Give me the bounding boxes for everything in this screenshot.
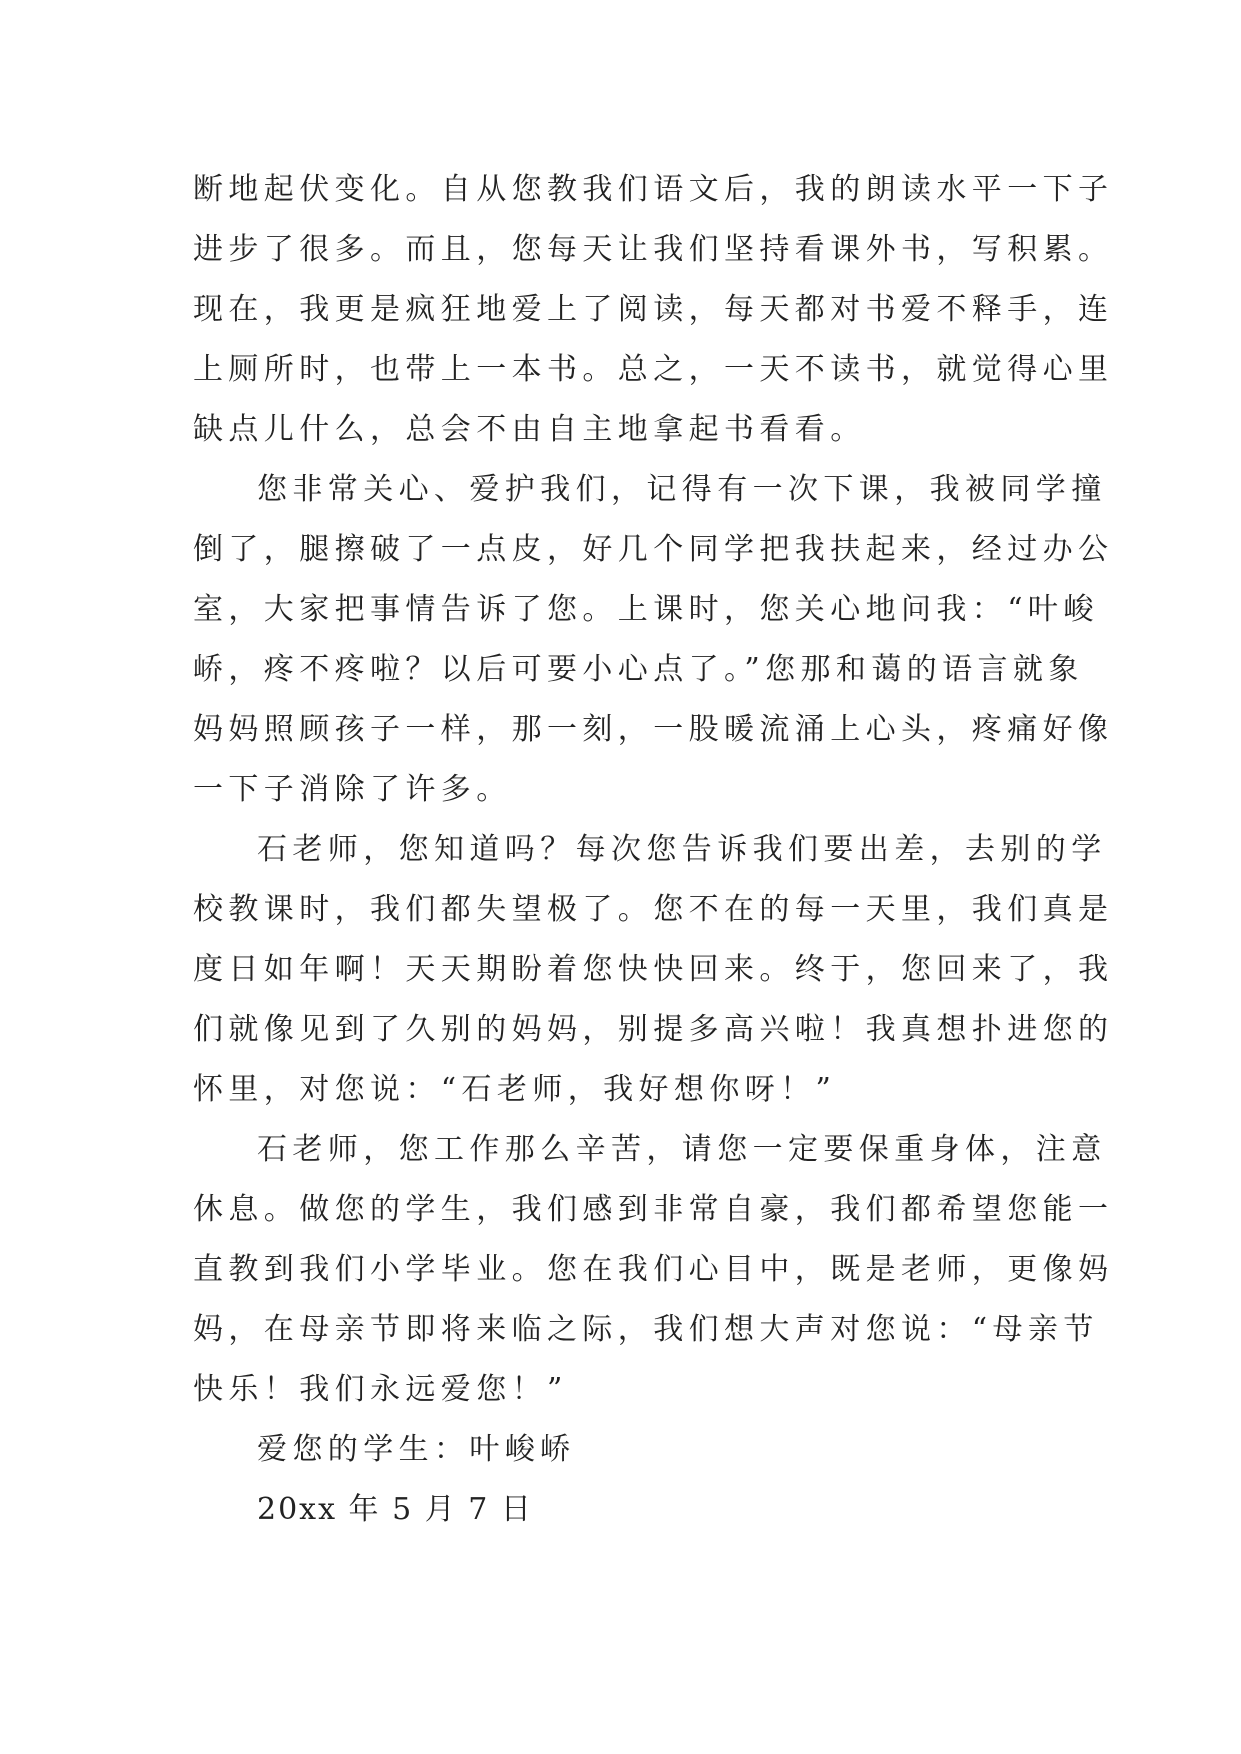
text-line: 们就像见到了久别的妈妈，别提多高兴啦！我真想扑进您的	[193, 1012, 1114, 1047]
text-line: 您非常关心、爱护我们，记得有一次下课，我被同学撞	[257, 472, 1107, 507]
text-line: 断地起伏变化。自从您教我们语文后，我的朗读水平一下子	[193, 172, 1114, 207]
text-line: 妈，在母亲节即将来临之际，我们想大声对您说：“母亲节	[193, 1312, 1099, 1347]
text-line: 石老师，您工作那么辛苦，请您一定要保重身体，注意	[257, 1132, 1107, 1167]
text-line: 妈妈照顾孩子一样，那一刻，一股暖流涌上心头，疼痛好像	[193, 712, 1114, 747]
text-line: 校教课时，我们都失望极了。您不在的每一天里，我们真是	[193, 892, 1114, 927]
text-line: 峤，疼不疼啦？以后可要小心点了。”您那和蔼的语言就象	[193, 652, 1084, 687]
text-line: 现在，我更是疯狂地爱上了阅读，每天都对书爱不释手，连	[193, 292, 1114, 327]
text-line: 休息。做您的学生，我们感到非常自豪，我们都希望您能一	[193, 1192, 1114, 1227]
date: 20xx 年 5 月 7 日	[257, 1492, 533, 1527]
text-line: 一下子消除了许多。	[193, 772, 512, 807]
text-line: 直教到我们小学毕业。您在我们心目中，既是老师，更像妈	[193, 1252, 1114, 1287]
paragraph	[193, 820, 1114, 1120]
text-line: 怀里，对您说：“石老师，我好想你呀！”	[193, 1072, 837, 1107]
letter-body	[193, 160, 1114, 1540]
paragraph	[193, 1120, 1114, 1420]
text-line: 倒了，腿擦破了一点皮，好几个同学把我扶起来，经过办公	[193, 532, 1114, 567]
text-line: 石老师，您知道吗？每次您告诉我们要出差，去别的学	[257, 832, 1107, 867]
paragraph	[193, 460, 1114, 820]
text-line: 快乐！我们永远爱您！”	[193, 1372, 568, 1407]
text-line: 度日如年啊！天天期盼着您快快回来。终于，您回来了，我	[193, 952, 1114, 987]
text-line: 进步了很多。而且，您每天让我们坚持看课外书，写积累。	[193, 232, 1114, 267]
text-line: 上厕所时，也带上一本书。总之，一天不读书，就觉得心里	[193, 352, 1114, 387]
paragraph	[193, 160, 1114, 460]
text-line: 室，大家把事情告诉了您。上课时，您关心地问我：“叶峻	[193, 592, 1099, 627]
signature: 爱您的学生：叶峻峤	[257, 1432, 576, 1467]
text-line: 缺点儿什么，总会不由自主地拿起书看看。	[193, 412, 866, 447]
